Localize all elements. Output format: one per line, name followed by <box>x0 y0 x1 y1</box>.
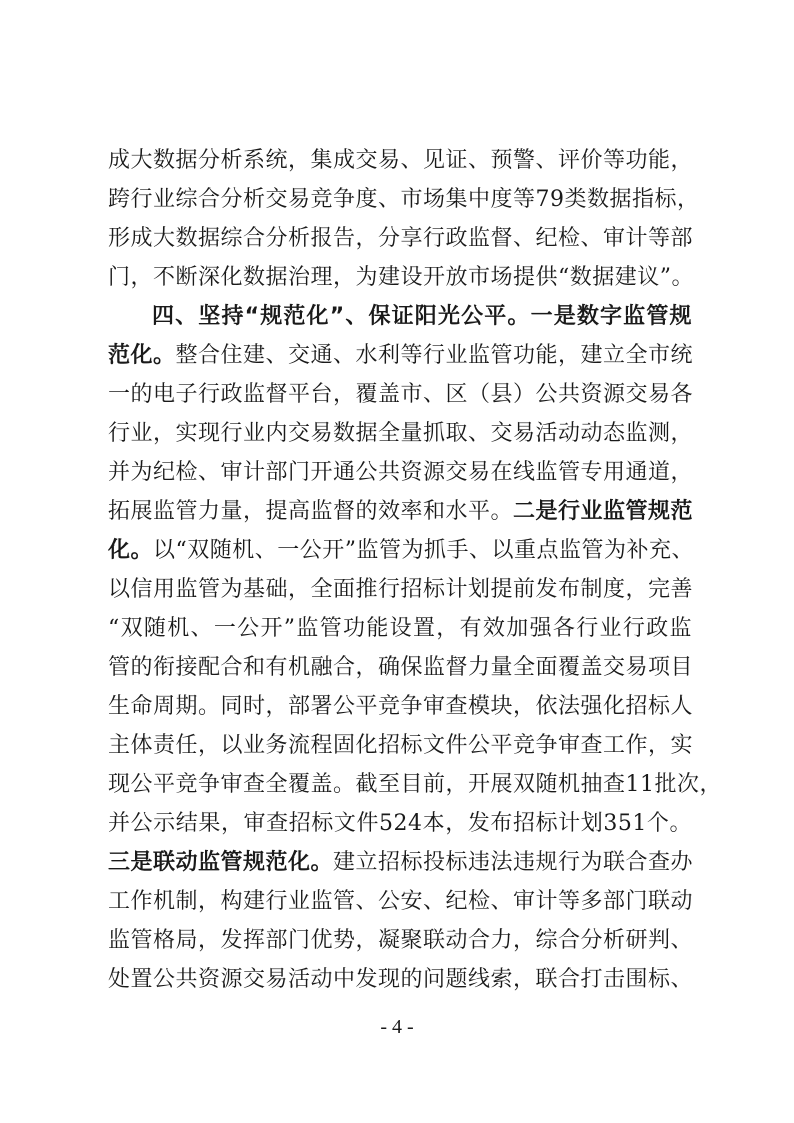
subheading-fragment: 化。 <box>108 538 154 563</box>
section-heading: 四、坚持“规范化”、保证阳光公平。一是数字监管规 <box>152 304 692 329</box>
paragraph-line: 一的电子行政监督平台，覆盖市、区（县）公共资源交易各 <box>108 382 694 407</box>
section-heading-line <box>152 300 692 334</box>
paragraph-line: 三是联动监管规范化。建立招标投标违法违规行为联合查办 <box>108 850 694 875</box>
subheading-fragment: 三是联动监管规范化。 <box>108 850 334 875</box>
paragraph-line: 以信用监管为基础，全面推行招标计划提前发布制度，完善 <box>108 577 694 602</box>
paragraph-line: 主体责任，以业务流程固化招标文件公平竞争审查工作，实 <box>108 733 694 758</box>
subheading-fragment: 范化。 <box>108 343 176 368</box>
paragraph-line: 门，不断深化数据治理，为建设开放市场提供“数据建议”。 <box>108 265 694 290</box>
paragraph-line: 跨行业综合分析交易竞争度、市场集中度等79类数据指标， <box>108 187 700 212</box>
paragraph-line: 形成大数据综合分析报告，分享行政监督、纪检、审计等部 <box>108 226 694 251</box>
paragraph-line: 监管格局，发挥部门优势，凝聚联动合力，综合分析研判、 <box>108 928 694 953</box>
paragraph-line: 成大数据分析系统，集成交易、见证、预警、评价等功能， <box>108 148 694 173</box>
paragraph-line: 并公示结果，审查招标文件524本，发布招标计划351个。 <box>108 811 692 836</box>
paragraph-line: 现公平竞争审查全覆盖。截至目前，开展双随机抽查11批次， <box>108 772 722 797</box>
paragraph-line: 化。以“双随机、一公开”监管为抓手、以重点监管为补充、 <box>108 538 695 563</box>
paragraph-line: 拓展监管力量，提高监督的效率和水平。二是行业监管规范 <box>108 499 694 524</box>
paragraph-line: 工作机制，构建行业监管、公安、纪检、审计等多部门联动 <box>108 889 694 914</box>
paragraph-line: 生命周期。同时，部署公平竞争审查模块，依法强化招标人 <box>108 694 694 719</box>
paragraph-line: 范化。整合住建、交通、水利等行业监管功能，建立全市统 <box>108 343 694 368</box>
paragraph-line: 处置公共资源交易活动中发现的问题线索，联合打击围标、 <box>108 967 694 992</box>
paragraph-line: 并为纪检、审计部门开通公共资源交易在线监管专用通道， <box>108 460 694 485</box>
subheading-fragment: 二是行业监管规范 <box>513 499 694 524</box>
paragraph-line: 行业，实现行业内交易数据全量抓取、交易活动动态监测， <box>108 421 694 446</box>
paragraph-line: 管的衔接配合和有机融合，确保监督力量全面覆盖交易项目 <box>108 655 694 680</box>
page-number: - 4 - <box>380 1016 414 1038</box>
paragraph-line: “双随机、一公开”监管功能设置，有效加强各行业行政监 <box>108 616 692 641</box>
